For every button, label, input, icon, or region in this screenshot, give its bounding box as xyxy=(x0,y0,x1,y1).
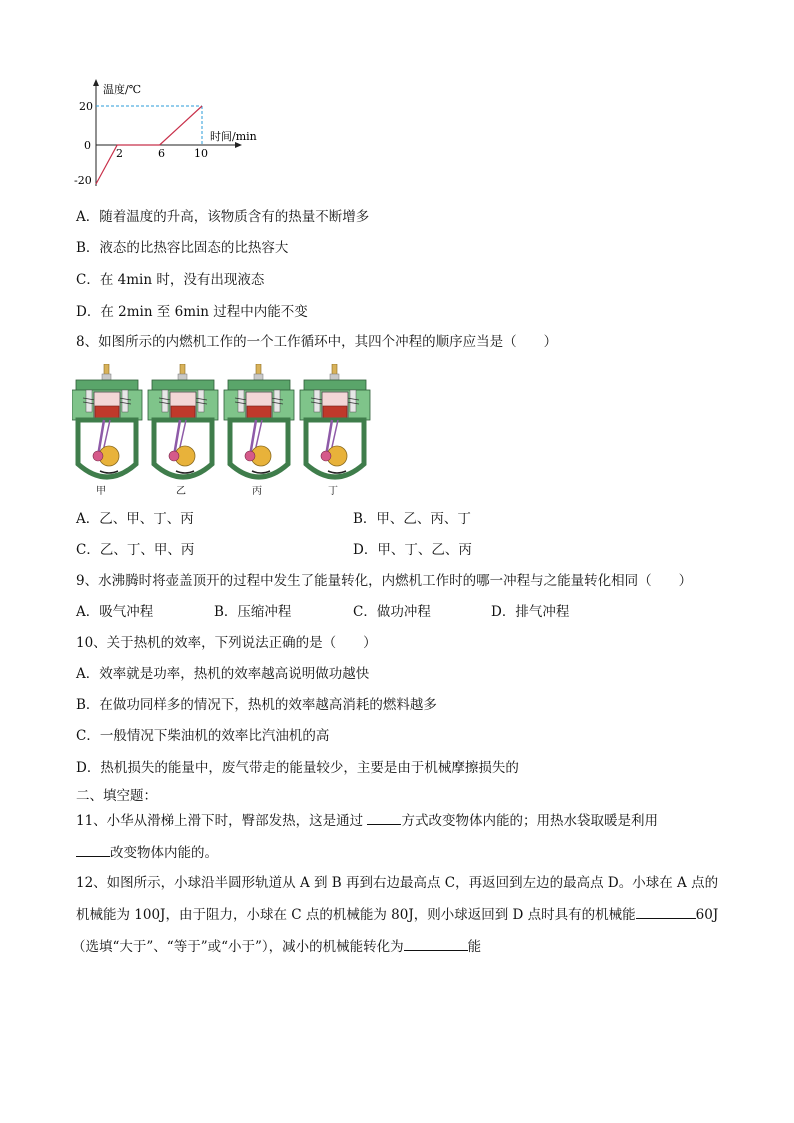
q10-option-d: D．热机损失的能量中，废气带走的能量较少，主要是由于机械摩擦损失的 xyxy=(76,760,519,776)
q11-text-part3: 改变物体内能的。 xyxy=(110,845,218,861)
q10-option-c: C．一般情况下柴油机的效率比汽油机的高 xyxy=(76,728,330,744)
q10-option-a: A．效率就是功率，热机的效率越高说明做功越快 xyxy=(76,666,370,682)
x-tick-6: 6 xyxy=(158,147,165,160)
q7-option-c: C．在 4min 时，没有出现液态 xyxy=(76,272,265,288)
q8-option-c: C．乙、丁、甲、丙 xyxy=(76,542,195,558)
q11-line1 xyxy=(76,811,658,830)
q9-option-b: B．压缩冲程 xyxy=(214,604,292,620)
q12-text-line3-part2: 能 xyxy=(467,939,482,955)
temperature-time-graph xyxy=(70,78,270,190)
q12-text-line2-part2: 60J xyxy=(695,907,719,923)
q7-option-a: A．随着温度的升高，该物质含有的热量不断增多 xyxy=(76,209,370,225)
q12-line3 xyxy=(72,937,481,956)
x-tick-10: 10 xyxy=(194,147,208,160)
q8-stem: 8、如图所示的内燃机工作的一个工作循环中，其四个冲程的顺序应当是（ ） xyxy=(76,334,558,350)
engine-label-bing: 丙 xyxy=(252,486,262,497)
y-axis-label: 温度/℃ xyxy=(103,83,142,96)
q12-blank-2[interactable] xyxy=(404,937,468,951)
q11-text-part1: 11、小华从滑梯上滑下时，臀部发热，这是通过 xyxy=(76,813,368,829)
y-tick-minus20: -20 xyxy=(74,174,92,187)
q11-blank-1[interactable] xyxy=(367,811,401,825)
engine-label-yi: 乙 xyxy=(176,486,186,497)
y-tick-20: 20 xyxy=(79,100,93,113)
engine-label-jia: 甲 xyxy=(96,486,106,497)
q12-line1: 12、如图所示，小球沿半圆形轨道从 A 到 B 再到右边最高点 C，再返回到左边的最高点 D。小球在 A 点的 xyxy=(76,875,719,891)
q9-option-c: C．做功冲程 xyxy=(353,604,431,620)
q8-option-d: D．甲、丁、乙、丙 xyxy=(353,542,472,558)
q9-option-d: D．排气冲程 xyxy=(491,604,570,620)
y-axis-arrow xyxy=(93,79,99,86)
q9-stem: 9、水沸腾时将壶盖顶开的过程中发生了能量转化，内燃机工作时的哪一冲程与之能量转化相同（ ） xyxy=(76,573,693,589)
x-axis-label: 时间/min xyxy=(210,130,257,143)
q11-blank-2[interactable] xyxy=(76,843,110,857)
q7-option-d: D．在 2min 至 6min 过程中内能不变 xyxy=(76,304,308,320)
q8-option-a: A．乙、甲、丁、丙 xyxy=(76,511,194,527)
q11-text-part2: 方式改变物体内能的；用热水袋取暖是利用 xyxy=(401,813,658,829)
y-tick-0: 0 xyxy=(84,139,91,152)
q12-text-line3-part1: （选填“大于”、“等于”或“小于”），减小的机械能转化为 xyxy=(72,939,404,955)
q7-option-b: B．液态的比热容比固态的比热容大 xyxy=(76,240,289,256)
q10-stem: 10、关于热机的效率，下列说法正确的是（ ） xyxy=(76,635,377,651)
q12-blank-1[interactable] xyxy=(636,905,696,919)
q10-option-b: B．在做功同样多的情况下，热机的效率越高消耗的燃料越多 xyxy=(76,697,437,713)
q8-option-b: B．甲、乙、丙、丁 xyxy=(353,511,471,527)
engine-diagrams xyxy=(72,364,372,488)
q11-line2 xyxy=(76,843,218,862)
q9-option-a: A．吸气冲程 xyxy=(76,604,154,620)
x-tick-2: 2 xyxy=(116,147,123,160)
section-title-fill-in: 二、填空题： xyxy=(76,788,157,804)
q12-text-line2-part1: 机械能为 100J，由于阻力，小球在 C 点的机械能为 80J，则小球返回到 D 点时具有的机械能 xyxy=(76,907,636,923)
engine-label-ding: 丁 xyxy=(328,486,338,497)
q12-line2 xyxy=(76,905,718,924)
